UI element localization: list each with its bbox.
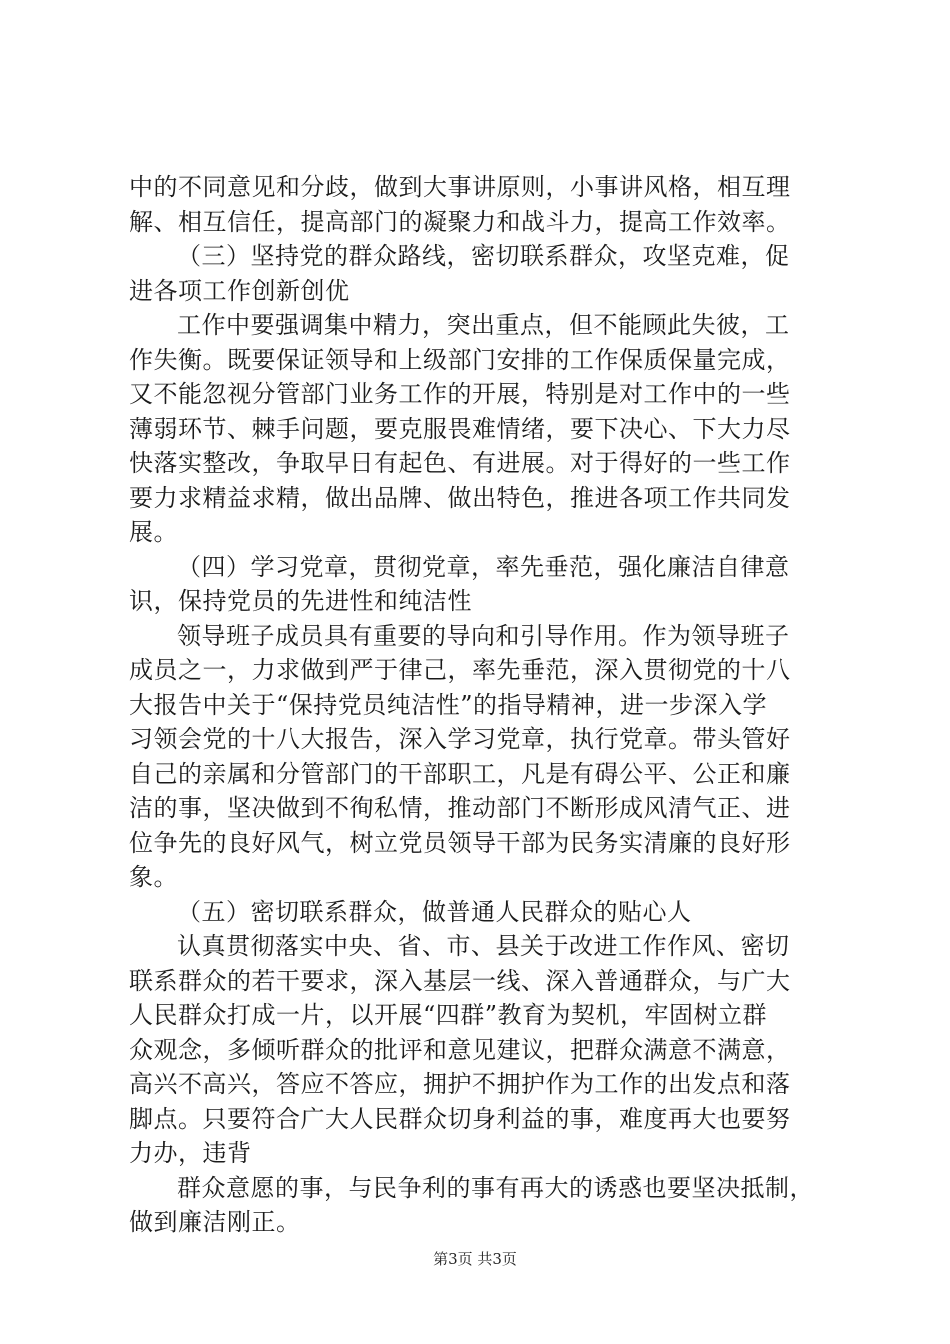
section-heading: （三）坚持党的群众路线，密切联系群众，攻坚克难，促 (177, 242, 790, 270)
text-line: 展。 (129, 518, 178, 546)
text-line: 薄弱环节、棘手问题，要克服畏难情绪，要下决心、下大力尽 (129, 414, 791, 443)
text-line: 做到廉洁刚正。 (129, 1208, 301, 1236)
text-line: 领导班子成员具有重要的导向和引导作用。作为领导班子 (177, 621, 790, 650)
section-heading-cont: 进各项工作创新创优 (129, 276, 350, 305)
text-line: 快落实整改，争取早日有起色、有进展。对于得好的一些工作 (129, 449, 791, 477)
text-line: 大报告中关于“保持党员纯洁性”的指导精神，进一步深入学 (129, 690, 768, 719)
text-line: 作失衡。既要保证领导和上级部门安排的工作保质保量完成， (129, 345, 791, 374)
text-line: 自己的亲属和分管部门的干部职工，凡是有碍公平、公正和廉 (129, 759, 791, 788)
text-line: 象。 (129, 863, 178, 891)
section-heading: （五）密切联系群众，做普通人民群众的贴心人 (177, 897, 692, 926)
section-heading-cont: 识，保持党员的先进性和纯洁性 (129, 587, 472, 615)
text-line: 又不能忽视分管部门业务工作的开展，特别是对工作中的一些 (129, 380, 791, 408)
text-line: 群众意愿的事，与民争利的事有再大的诱惑也要坚决抵制， (177, 1173, 814, 1202)
text-line: 认真贯彻落实中央、省、市、县关于改进工作作风、密切 (177, 932, 790, 960)
text-line: 脚点。只要符合广大人民群众切身利益的事，难度再大也要努 (129, 1104, 791, 1133)
page-footer: 第3页 共3页 (433, 1250, 517, 1268)
text-line: 洁的事，坚决做到不徇私情，推动部门不断形成风清气正、进 (129, 794, 791, 822)
text-line: 众观念，多倾听群众的批评和意见建议，把群众满意不满意， (129, 1035, 791, 1064)
text-line: 高兴不高兴，答应不答应，拥护不拥护作为工作的出发点和落 (129, 1070, 791, 1098)
text-line: 力办，违背 (129, 1139, 252, 1167)
text-line: 成员之一，力求做到严于律己，率先垂范，深入贯彻党的十八 (129, 656, 791, 684)
text-line: 工作中要强调集中精力，突出重点，但不能顾此失彼，工 (177, 311, 790, 339)
text-line: 要力求精益求精，做出品牌、做出特色，推进各项工作共同发 (129, 483, 791, 512)
text-line: 联系群众的若干要求，深入基层一线、深入普通群众，与广大 (129, 966, 791, 995)
text-line: 位争先的良好风气，树立党员领导干部为民务实清廉的良好形 (129, 828, 791, 857)
section-heading: （四）学习党章，贯彻党章，率先垂范，强化廉洁自律意 (177, 552, 790, 581)
text-line: 人民群众打成一片，以开展“四群”教育为契机，牢固树立群 (129, 1001, 768, 1029)
document-body (129, 170, 829, 1240)
text-line: 中的不同意见和分歧，做到大事讲原则，小事讲风格，相互理 (129, 173, 791, 201)
text-line: 解、相互信任，提高部门的凝聚力和战斗力，提高工作效率。 (129, 207, 791, 236)
text-line: 习领会党的十八大报告，深入学习党章，执行党章。带头管好 (129, 725, 791, 753)
